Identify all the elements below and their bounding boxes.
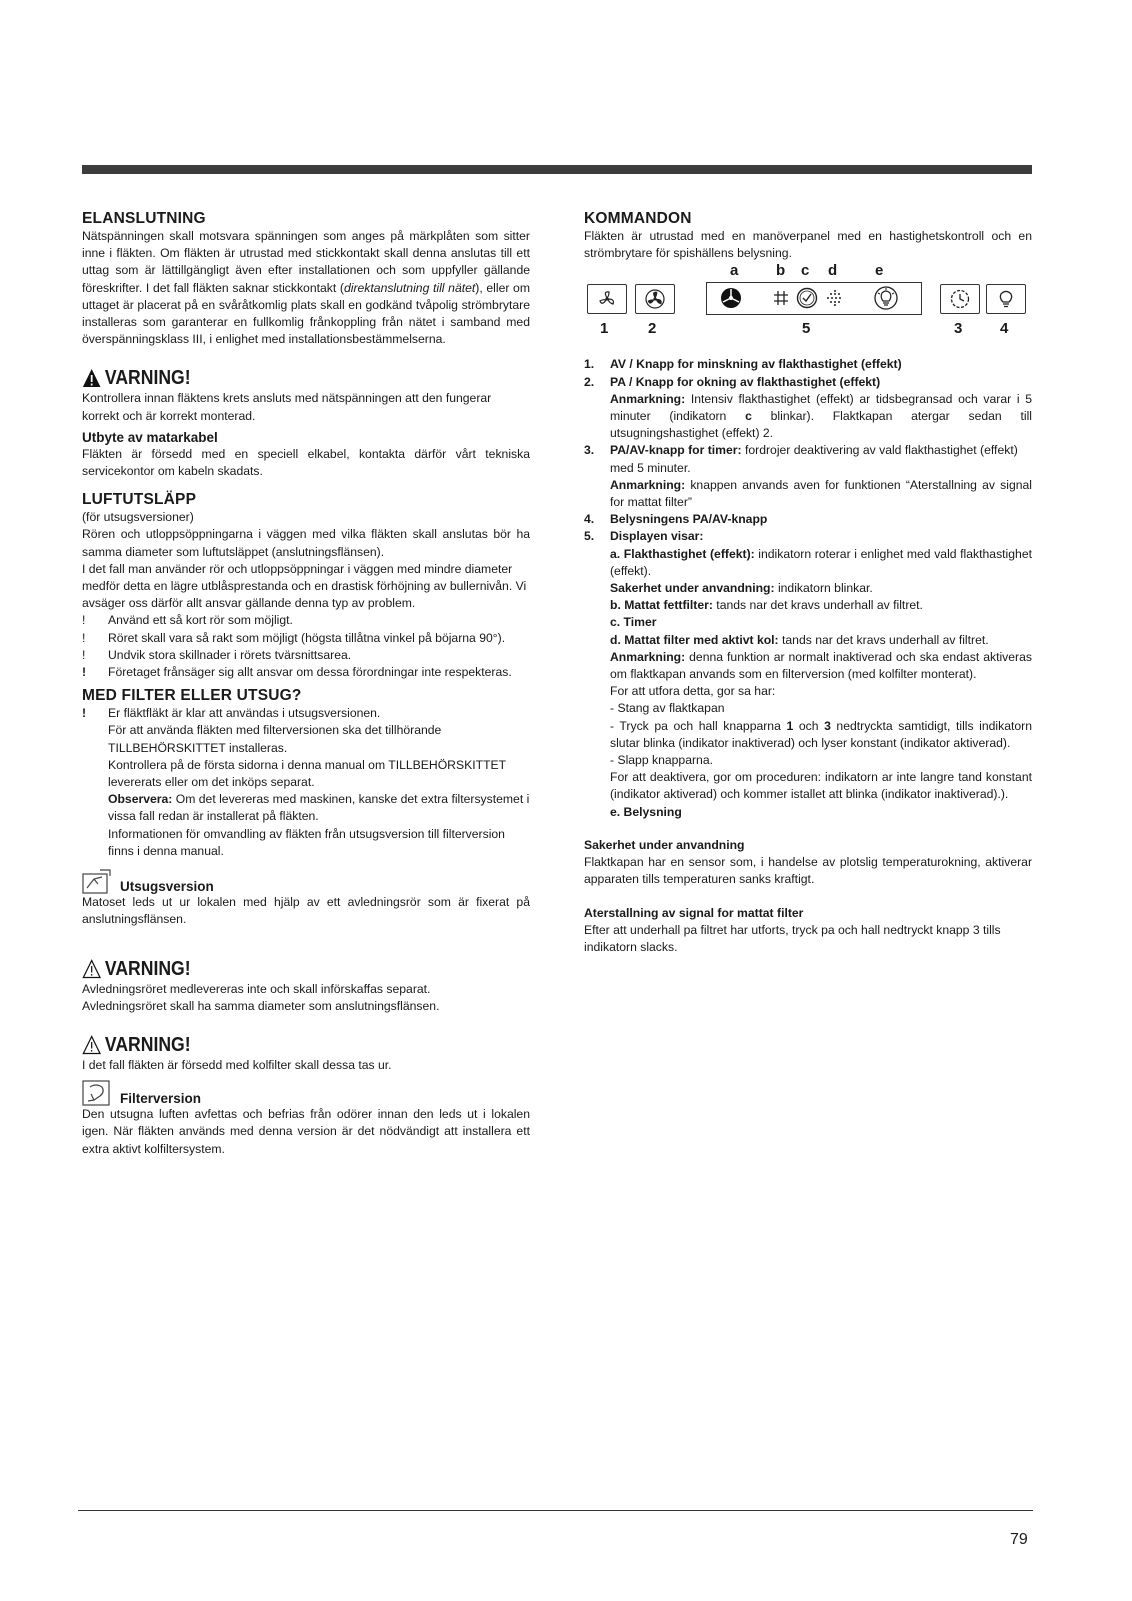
fan-off-button[interactable] [587,284,627,314]
warning3-heading: VARNING! [82,1033,476,1057]
display-d-step3: - Slapp knapparna. [610,753,713,768]
page-number: 79 [1010,1531,1028,1548]
list-item: 1. AV / Knapp for minskning av flakthastighet (effekt) [584,357,902,372]
kommandon-intro: Fläkten är utrustad med en manöverpanel med en hastighetskontroll och en strömbrytare för spishällens belysning. [584,229,1032,261]
control-panel-diagram [584,262,1032,340]
left-column [82,210,530,1158]
warning-outline-icon [82,959,101,979]
panel-number-3: 3 [954,320,963,338]
fan-speed-icon [644,288,666,310]
filter-recirculation-icon [82,1080,112,1106]
safety-heading: Sakerhet under anvandning [584,837,745,852]
medfilter-line2: För att använda fläkten med filterversionen ska det tillhörande TILLBEHÖRSKITTET installeras. [108,723,442,755]
medfilter-line3: Kontrollera på de första sidorna i denna manual om TILLBEHÖRSKITTET levererats eller om det inköps separat. [108,757,506,790]
utbyte-text: Fläkten är försedd med en speciell elkabel, kontakta därför vårt tekniska servicekontor om kabeln skadats. [82,446,530,479]
luftutslapp-bullets [82,612,530,681]
panel-number-5: 5 [802,320,811,338]
display-d: d. Mattat filter med aktivt kol: tands nar det kravs underhall av filtret. [610,632,989,647]
filterversion-text: Den utsugna luften avfettas och befrias från odörer innan den leds ut i lokalen igen. När fläkten används med denna version är det nödvändigt att installera ett extra aktivt kolfiltersystem. [82,1107,530,1156]
display-d-note: Anmarkning: denna funktion ar normalt inaktiverad och ska endast aktiveras om flaktkapan anvands som en filterversion (med kolfilter monterat). [610,649,1032,682]
kommandon-heading: KOMMANDON [584,210,692,227]
elanslutning-text: Nätspänningen skall motsvara spänningen som anges på märkplåten som sitter inne i fläkten. Om fläkten är utrustad med stickkontakt skall denna anslutas till ett uttag som är lättillgängligt även efter installationen och som uppfyller gällande föreskrifter. I det fall fläkten saknar stickkontakt (direktanslutning till nätet), eller om uttaget är placerat på en svåråtkomlig plats skall en godkänd tvåpolig strömbrytare installeras som garanterar en fullkomlig frånkoppling från nätet i samband med överspänningsklass III, i enlighet med installationsbestämmelserna. [82,229,530,347]
panel-letter-e: e [875,262,884,280]
list-item: 3. PA/AV-knapp for timer: fordrojer deaktivering av vald flakthastighet (effekt) med 5 minuter. [584,443,1018,475]
right-column [584,210,1032,956]
panel-number-2: 2 [648,320,657,338]
timer-button[interactable] [940,284,980,314]
medfilter-line4: Informationen för omvandling av fläkten från utsugsversion till filterversion finns i denna manual. [108,826,505,858]
display-panel [706,282,922,315]
elanslutning-heading: ELANSLUTNING [82,210,206,227]
warning-outline-icon [82,1035,101,1055]
display-c: c. Timer [610,615,657,630]
fan-speed-indicator-icon [719,286,743,310]
reset-heading: Aterstallning av signal for mattat filter [584,905,804,920]
medfilter-line1: ! Er fläktfläkt är klar att användas i utsugsversionen. [82,706,381,721]
item2-note: Anmarkning: Intensiv flakthastighet (effekt) ar tidsbegransad och varar i 5 minuter (indikatorn c blinkar). Flaktkapan atergar sedan till utsugningshastighet (effekt) 2. [610,391,1032,441]
list-item: 4. Belysningens PA/AV-knapp [584,512,768,527]
item3-note: Anmarkning: knappen anvands aven for funktionen “Aterstallning av signal for mattat filter” [610,477,1032,510]
warning2-line1: Avledningsröret medlevereras inte och skall införskaffas separat. [82,981,431,996]
warning2-line2: Avledningsröret skall ha samma diameter som anslutningsflänsen. [82,998,440,1013]
safety-text: Flaktkapan har en sensor som, i handelse av plotslig temperaturokning, aktiverar apparaten tills temperaturen sanks kraftigt. [584,855,1032,887]
medfilter-observera: Observera: Om det levereras med maskinen, kanske det extra filtersystemet i vissa fall redan är installerat på fläkten. [108,792,530,824]
warning2-heading: VARNING! [82,957,476,981]
filterversion-heading: Filterversion [82,1080,530,1106]
utsugsversion-text: Matoset leds ut ur lokalen med hjälp av ett avledningsrör som är fixerat på anslutningsflänsen. [82,895,530,927]
list-item: ! Röret skall vara så rakt som möjligt (högsta tillåtna vinkel på böjarna 90°). [82,630,506,645]
warning-heading: VARNING! [82,366,476,390]
footer-rule [78,1510,1033,1511]
list-item: 5. Displayen visar: [584,529,704,544]
warning-filled-icon [82,368,101,388]
display-details [610,546,1032,821]
controls-list [584,356,1032,820]
grease-filter-icon [773,290,789,306]
display-d-step2: - Tryck pa och hall knapparna 1 och 3 nedtryckta samtidigt, tills indikatorn slutar blinka (indikator inaktiverad) och lyser konstant (indikator aktiverad). [610,718,1032,750]
display-d-deactivate: For att deaktivera, gor om proceduren: indikatorn ar inte langre tand konstant (indikator aktiverad) och kommer istallet att blinka (indikator inaktiverad).). [610,770,1032,802]
display-b: b. Mattat fettfilter: tands nar det kravs underhall av filtret. [610,598,923,613]
list-item: ! Undvik stora skillnader i rörets tvärsnittsarea. [82,647,352,662]
list-item: 2. PA / Knapp for okning av flakthastighet (effekt) [584,374,881,389]
luftutslapp-p2: I det fall man använder rör och utloppsöppningar i väggen med mindre diameter medför detta en lägre utblåsprestanda och en drastisk förhöjning av bullernivån. Vi avsäger oss därför allt ansvar gällande denna typ av problem. [82,561,527,611]
display-a-safety: Sakerhet under anvandning: indikatorn blinkar. [610,581,873,596]
panel-number-1: 1 [600,320,609,338]
panel-letter-a: a [730,262,739,280]
panel-letter-b: b [776,262,786,280]
timer-icon [795,286,819,310]
timer-clock-icon [949,288,971,310]
utbyte-heading: Utbyte av matarkabel [82,429,218,445]
luftutslapp-heading: LUFTUTSLÄPP [82,491,197,509]
medfilter-heading: MED FILTER ELLER UTSUG? [82,687,302,705]
luftutslapp-subtitle: (för utsugsversioner) [82,510,194,525]
panel-letter-d: d [828,262,838,280]
list-item: ! Företaget frånsäger sig allt ansvar om dessa förordningar inte respekteras. [82,665,512,680]
light-button[interactable] [986,284,1026,314]
exhaust-hood-icon [82,868,112,894]
display-a: a. Flakthastighet (effekt): indikatorn roterar i enlighet med vald flakthastighet (effekt). [610,546,1032,578]
panel-number-4: 4 [1000,320,1009,338]
header-rule [82,165,1032,174]
list-item: ! Använd ett så kort rör som möjligt. [82,613,293,628]
warning3-text: I det fall fläkten är försedd med kolfilter skall dessa tas ur. [82,1057,392,1072]
display-d-step1: - Stang av flaktkapan [610,701,725,716]
luftutslapp-p1: Rören och utloppsöppningarna i väggen med vilka fläkten skall anslutas bör ha samma diameter som luftutsläppet (anslutningsflänsen). [82,527,530,559]
carbon-filter-icon [825,288,845,308]
utsugsversion-heading: Utsugsversion [82,868,530,894]
fan-icon [597,289,617,309]
fan-on-button[interactable] [635,284,675,314]
display-d-how: For att utfora detta, gor sa har: [610,684,776,699]
reset-text: Efter att underhall pa filtret har utforts, tryck pa och hall nedtryckt knapp 3 tills indikatorn slacks. [584,922,1001,954]
lightbulb-icon [995,288,1017,310]
warning-text: Kontrollera innan fläktens krets ansluts med nätspänningen att den fungerar korrekt och är korrekt monterad. [82,391,492,423]
panel-letter-c: c [801,262,810,280]
display-e: e. Belysning [610,804,682,819]
light-indicator-icon [873,285,899,311]
